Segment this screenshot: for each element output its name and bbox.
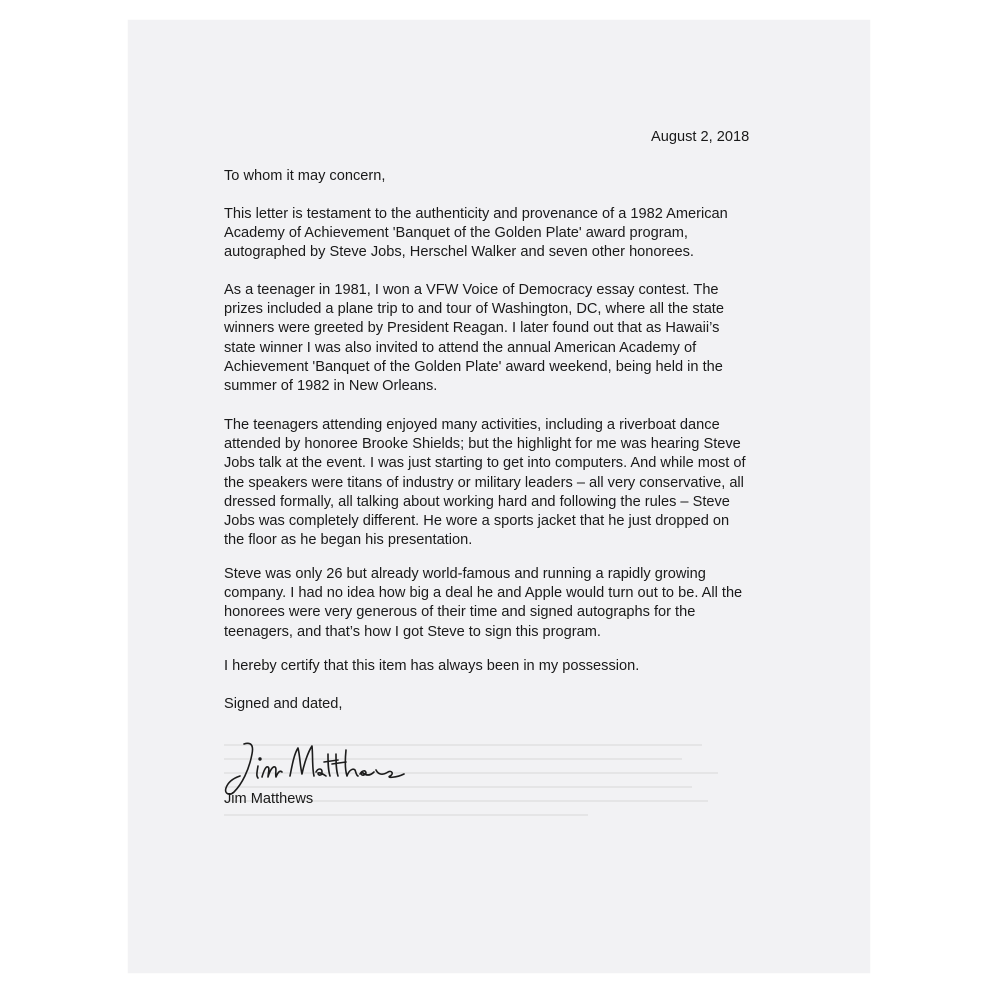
- paragraph-3: The teenagers attending enjoyed many activities, including a riverboat dance attended by honoree Brooke Shields; but the highlight for me was hearing Steve Jobs talk at the event. I was just starting to get into computers. And while most of the speakers were titans of industry or military leaders – all very conservative, all dressed formally, all talking about working hard and following the rules – Steve Jobs was completely different. He wore a sports jacket that he just dropped on the floor as he began his presentation.: [224, 417, 746, 549]
- signer-name: Jim Matthews: [224, 791, 314, 807]
- letter-date: August 2, 2018: [651, 129, 750, 145]
- letter-page: [128, 20, 870, 973]
- closing-line: Signed and dated,: [224, 696, 343, 712]
- paragraph-1: This letter is testament to the authenticity and provenance of a 1982 American Academy of Achievement 'Banquet of the Golden Plate' award program, autographed by Steve Jobs, Herschel Walker and seven other honorees.: [224, 206, 728, 261]
- paragraph-4: Steve was only 26 but already world-famous and running a rapidly growing company. I had no idea how big a deal he and Apple would turn out to be. All the honorees were very generous of their time and signed autographs for the teenagers, and that’s how I got Steve to sign this program.: [224, 566, 743, 640]
- salutation: To whom it may concern,: [224, 168, 386, 184]
- paragraph-5: I hereby certify that this item has always been in my possession.: [224, 658, 640, 674]
- paragraph-2: As a teenager in 1981, I won a VFW Voice of Democracy essay contest. The prizes included a plane trip to and tour of Washington, DC, where all the state winners were greeted by President Reagan. I later found out that as Hawaii’s state winner I was also invited to attend the annual American Academy of Achievement 'Banquet of the Golden Plate' award weekend, being held in the summer of 1982 in New Orleans.: [224, 282, 724, 395]
